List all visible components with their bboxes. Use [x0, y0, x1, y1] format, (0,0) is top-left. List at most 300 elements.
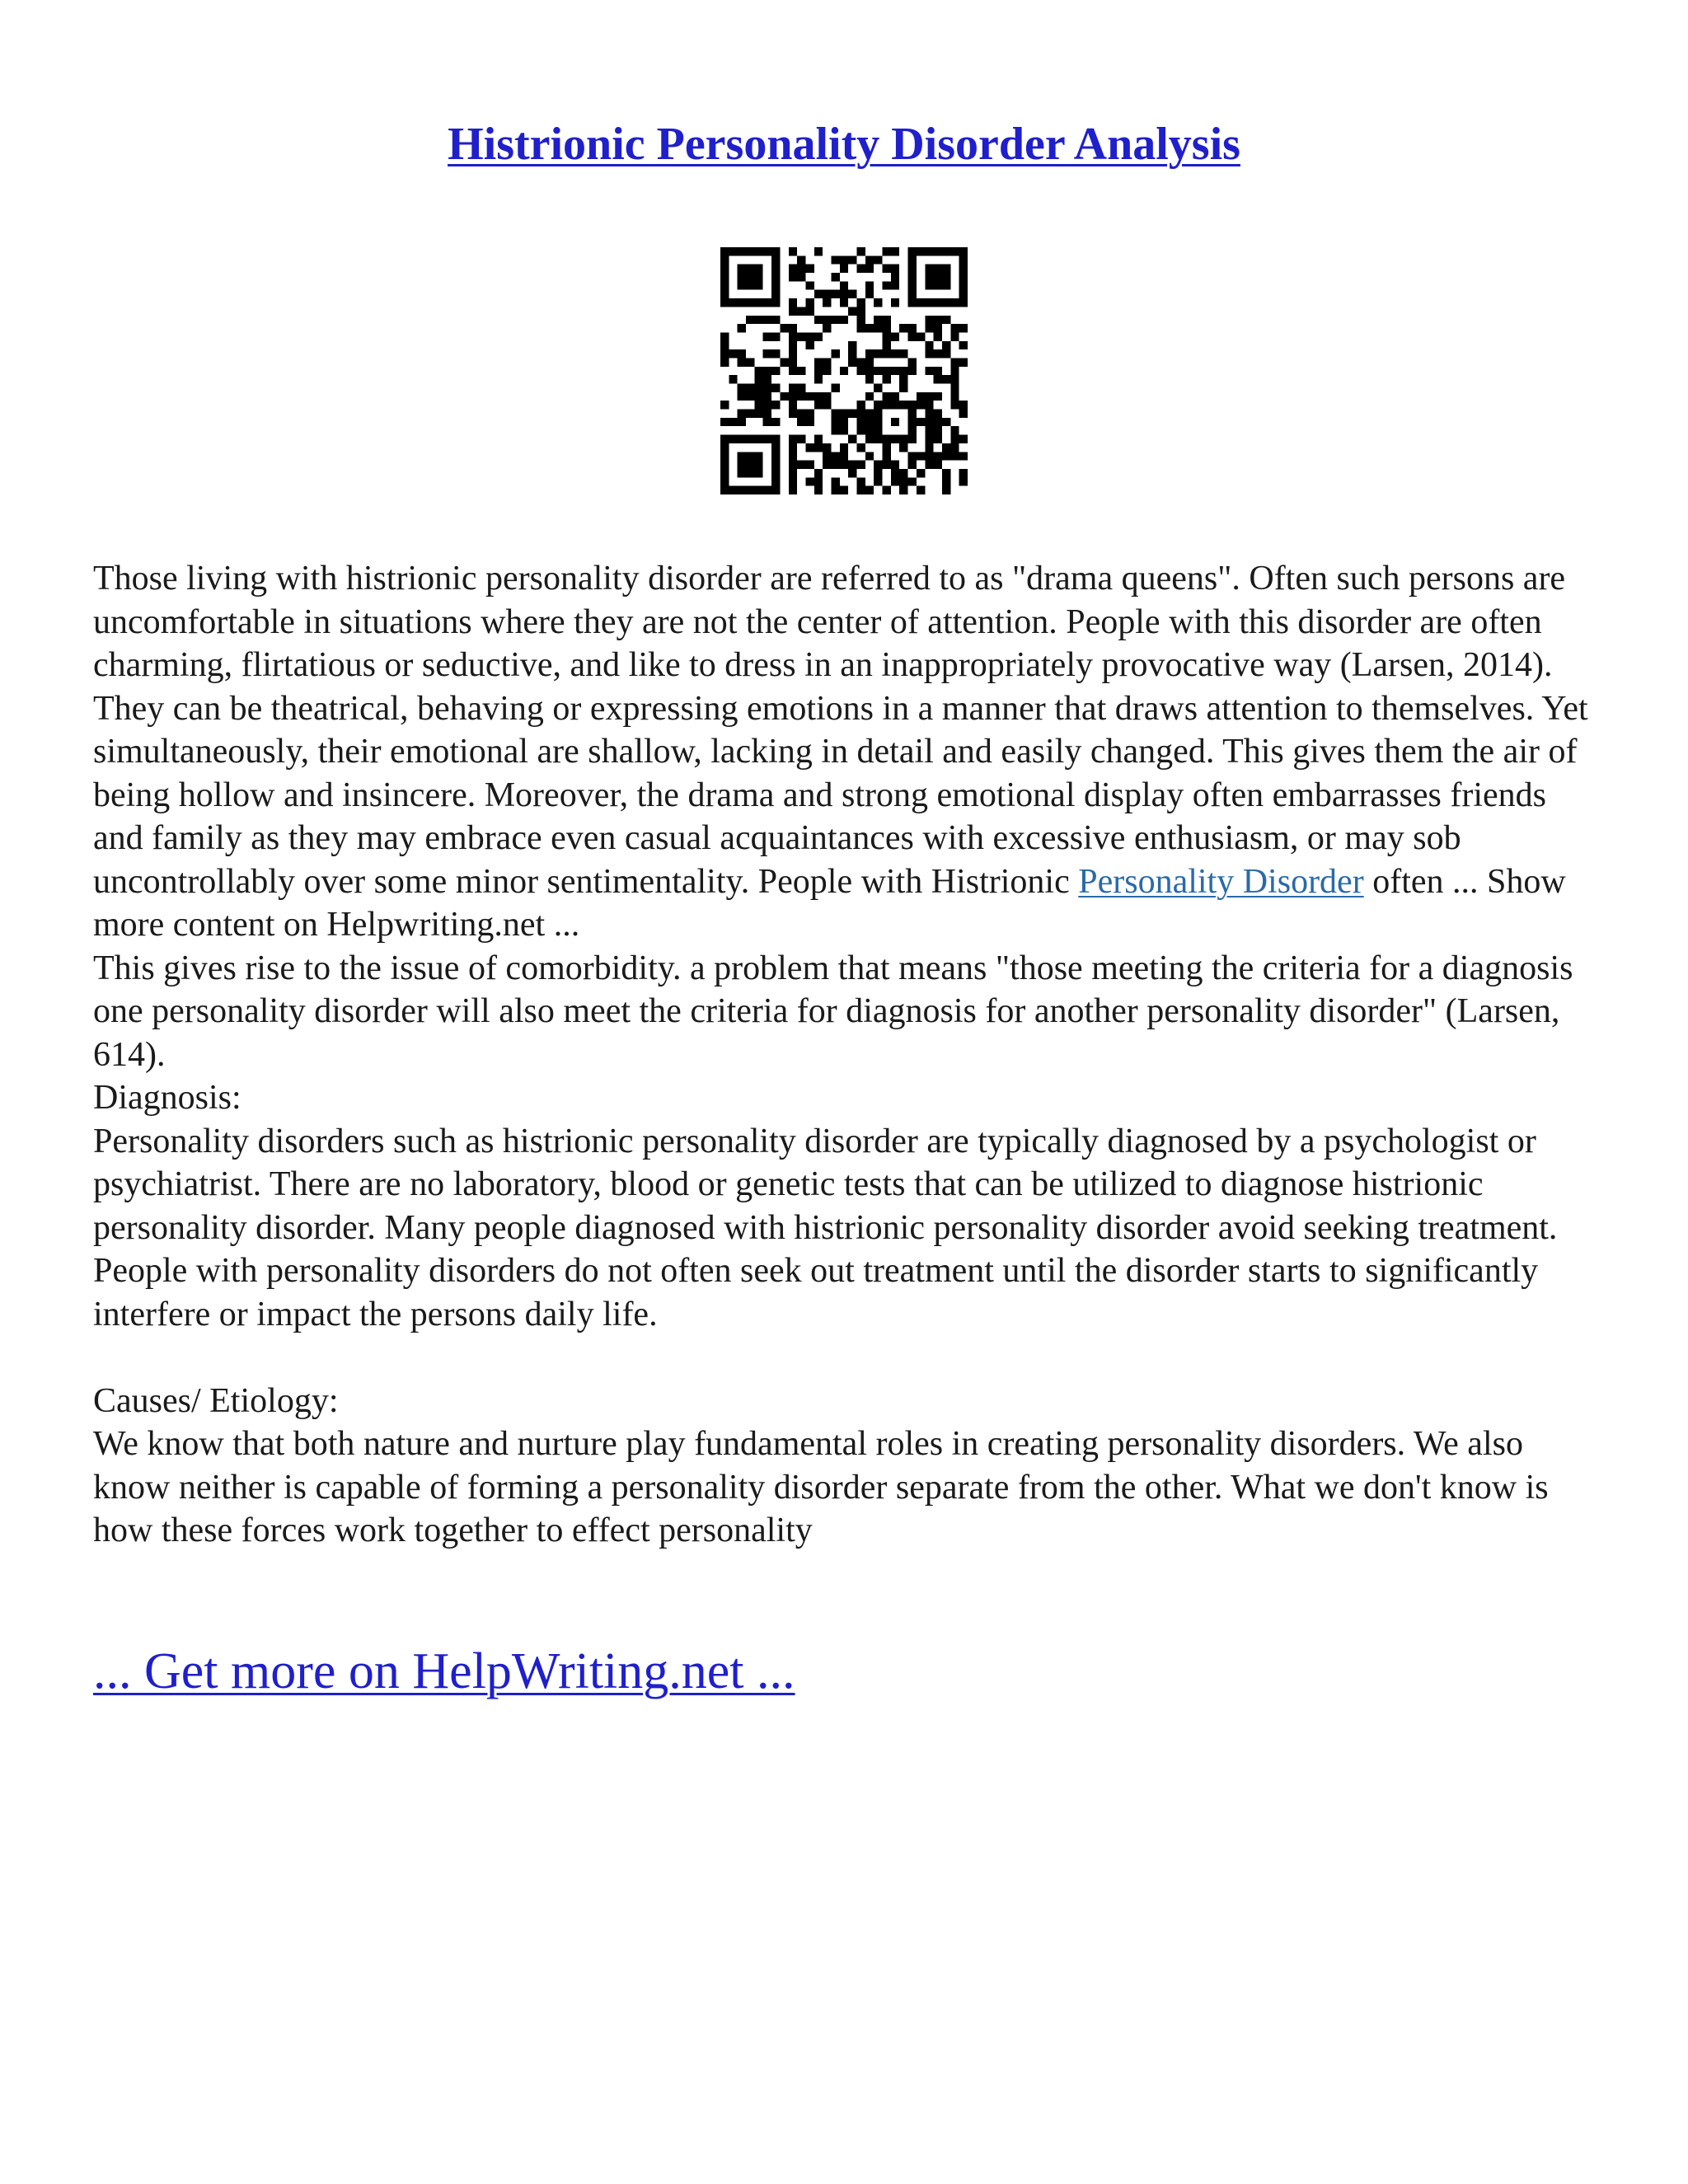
qr-module [934, 410, 942, 418]
qr-module [891, 418, 899, 426]
qr-module [891, 265, 899, 273]
qr-module [883, 349, 891, 358]
qr-module [899, 469, 907, 477]
comorbidity-paragraph: This gives rise to the issue of comorbidity. a problem that means "those meeting the criteria for a diagnosis one personality disorder will also meet the criteria for diagnosis for another personality disorder" (Larsen, 614). [93, 949, 1573, 1074]
qr-module [780, 324, 788, 332]
qr-module [814, 332, 823, 340]
document-title [0, 115, 1688, 173]
qr-module [729, 486, 737, 494]
qr-module [746, 410, 754, 418]
qr-module [720, 255, 729, 264]
qr-module [874, 426, 882, 434]
qr-module [950, 298, 959, 307]
qr-module [857, 477, 865, 485]
qr-module [789, 358, 797, 366]
qr-module [874, 410, 882, 418]
qr-module [848, 290, 856, 298]
qr-module [771, 477, 780, 485]
qr-module [959, 281, 968, 289]
qr-module [754, 281, 762, 289]
qr-module [814, 443, 823, 452]
qr-module [959, 341, 968, 349]
qr-module [908, 273, 917, 281]
qr-module [754, 298, 762, 307]
qr-module [925, 410, 933, 418]
qr-module [891, 392, 899, 401]
qr-module [797, 418, 805, 426]
qr-module [789, 469, 797, 477]
qr-module [865, 255, 874, 264]
qr-module [831, 418, 839, 426]
qr-module [883, 435, 891, 443]
qr-module [942, 273, 950, 281]
qr-module [805, 341, 814, 349]
qr-module [942, 281, 950, 289]
qr-module [908, 298, 917, 307]
qr-module [908, 290, 917, 298]
qr-module [959, 410, 968, 418]
qr-module [925, 324, 933, 332]
qr-module [848, 349, 856, 358]
qr-module [814, 392, 823, 401]
qr-module [763, 298, 771, 307]
qr-module [942, 247, 950, 255]
qr-module [814, 435, 823, 443]
qr-module [789, 273, 797, 281]
qr-module [891, 469, 899, 477]
qr-module [738, 461, 746, 469]
qr-module [738, 469, 746, 477]
qr-module [934, 273, 942, 281]
qr-module [831, 461, 839, 469]
qr-module [789, 384, 797, 392]
qr-module [789, 247, 797, 255]
qr-module [789, 349, 797, 358]
diagnosis-paragraph: Personality disorders such as histrionic personality disorder are typically diagnosed by a psychologist or psychiatrist. There are no laboratory, blood or genetic tests that can be utilized to diagnose histrionic personality disorder. Many people diagnosed with histrionic personality disorder avoid seeking treatment. People with personality disorders do not often seek out treatment until the disorder starts to significantly interfere or impact the persons daily life. [93, 1122, 1558, 1333]
qr-module [950, 384, 959, 392]
qr-module [857, 486, 865, 494]
qr-module [899, 375, 907, 383]
qr-module [942, 316, 950, 324]
qr-module [720, 273, 729, 281]
qr-module [865, 290, 874, 298]
qr-module [754, 367, 762, 375]
qr-module [823, 298, 831, 307]
qr-module [865, 452, 874, 460]
qr-module [805, 392, 814, 401]
qr-module [908, 367, 917, 375]
qr-module [891, 401, 899, 409]
qr-module [738, 324, 746, 332]
qr-module [959, 324, 968, 332]
qr-module [746, 273, 754, 281]
qr-module [789, 452, 797, 460]
qr-module [883, 324, 891, 332]
qr-module [789, 477, 797, 485]
qr-module [908, 418, 917, 426]
qr-module [746, 298, 754, 307]
qr-module [771, 486, 780, 494]
qr-module [738, 384, 746, 392]
qr-module [934, 452, 942, 460]
qr-module [942, 452, 950, 460]
qr-module [865, 435, 874, 443]
qr-module [746, 384, 754, 392]
qr-module [908, 401, 917, 409]
qr-module [848, 358, 856, 366]
qr-module [771, 281, 780, 289]
qr-module [720, 461, 729, 469]
qr-module [899, 443, 907, 452]
qr-module [771, 384, 780, 392]
qr-module [797, 265, 805, 273]
qr-module [942, 349, 950, 358]
qr-module [874, 367, 882, 375]
qr-module [840, 298, 848, 307]
qr-module [950, 443, 959, 452]
qr-module [950, 375, 959, 383]
qr-module [754, 469, 762, 477]
qr-module [934, 298, 942, 307]
qr-module [814, 316, 823, 324]
qr-module [823, 401, 831, 409]
qr-module [840, 367, 848, 375]
qr-module [925, 418, 933, 426]
qr-module [934, 367, 942, 375]
qr-module [729, 375, 737, 383]
qr-module [738, 486, 746, 494]
qr-module [814, 401, 823, 409]
qr-module [883, 452, 891, 460]
intro-paragraph [93, 557, 1601, 947]
qr-module [771, 349, 780, 358]
qr-module [857, 443, 865, 452]
qr-module [823, 392, 831, 401]
get-more-paragraph [93, 1640, 795, 1703]
qr-module [899, 435, 907, 443]
qr-module [899, 349, 907, 358]
qr-module [823, 290, 831, 298]
qr-module [771, 265, 780, 273]
qr-module [959, 273, 968, 281]
qr-module [874, 255, 882, 264]
qr-module [789, 341, 797, 349]
qr-module [789, 461, 797, 469]
qr-module [899, 477, 907, 485]
qr-module [814, 290, 823, 298]
qr-module [925, 367, 933, 375]
qr-module [865, 367, 874, 375]
qr-module [789, 265, 797, 273]
qr-module [891, 281, 899, 289]
qr-module [738, 435, 746, 443]
qr-module [771, 332, 780, 340]
qr-module [959, 401, 968, 409]
get-more-link[interactable]: ... Get more on HelpWriting.net ... [93, 1643, 795, 1699]
qr-module [883, 401, 891, 409]
qr-module [950, 392, 959, 401]
qr-module [925, 298, 933, 307]
qr-module [899, 384, 907, 392]
qr-module [874, 384, 882, 392]
qr-module [874, 435, 882, 443]
qr-module [950, 401, 959, 409]
qr-module [763, 435, 771, 443]
qr-module [848, 307, 856, 315]
qr-module [891, 477, 899, 485]
qr-module [754, 392, 762, 401]
qr-module [746, 461, 754, 469]
qr-module [831, 384, 839, 392]
qr-module [746, 316, 754, 324]
qr-module [754, 273, 762, 281]
qr-module [934, 316, 942, 324]
qr-module [805, 298, 814, 307]
qr-module [950, 367, 959, 375]
qr-module [831, 486, 839, 494]
qr-module [720, 349, 729, 358]
qr-module [959, 469, 968, 477]
qr-module [934, 435, 942, 443]
qr-module [789, 307, 797, 315]
qr-module [754, 384, 762, 392]
qr-module [746, 281, 754, 289]
qr-module [738, 410, 746, 418]
qr-module [797, 384, 805, 392]
qr-module [797, 435, 805, 443]
qr-module [917, 401, 925, 409]
intro-text: Those living with histrionic personality disorder are referred to as "drama queens". Often such persons are uncomfortable in situations where they are not the center of attention. People with this disorder are often charming, flirtatious or seductive, and like to dress in an inappropriately provocative way (Larsen, 2014). They can be theatrical, behaving or expressing emotions in a manner that draws attention to themselves. Yet simultaneously, their emotional are shallow, lacking in detail and easily changed. This gives them the air of being hollow and insincere. Moreover, the drama and strong emotional display often embarrasses friends and family as they may embrace even casual acquaintances with excessive enthusiasm, or may sob uncontrollably over some minor sentimentality. People with Histrionic [93, 560, 1588, 901]
qr-module [865, 324, 874, 332]
qr-module [865, 281, 874, 289]
qr-module [771, 298, 780, 307]
qr-module [925, 443, 933, 452]
qr-module [857, 316, 865, 324]
qr-module [891, 247, 899, 255]
qr-module [754, 265, 762, 273]
qr-module [899, 486, 907, 494]
qr-module [840, 443, 848, 452]
qr-module [823, 461, 831, 469]
qr-module [720, 443, 729, 452]
qr-module [729, 435, 737, 443]
qr-module [942, 443, 950, 452]
causes-paragraph: We know that both nature and nurture play fundamental roles in creating personality disorders. We also know neither is capable of forming a personality disorder separate from the other. What we don't know is how these forces work together to effect personality [93, 1425, 1549, 1549]
qr-module [797, 367, 805, 375]
qr-module [950, 452, 959, 460]
qr-module [780, 392, 788, 401]
qr-module [763, 384, 771, 392]
qr-module [883, 281, 891, 289]
qr-module [789, 367, 797, 375]
qr-module [891, 298, 899, 307]
qr-module [754, 316, 762, 324]
qr-module [883, 486, 891, 494]
qr-module [917, 469, 925, 477]
qr-module [908, 452, 917, 460]
qr-module [908, 461, 917, 469]
article-body [93, 557, 1601, 1553]
qr-module [925, 401, 933, 409]
qr-module [831, 410, 839, 418]
qr-module [917, 418, 925, 426]
qr-module [771, 443, 780, 452]
qr-module [840, 410, 848, 418]
qr-module [720, 469, 729, 477]
qr-module [789, 435, 797, 443]
qr-module [720, 341, 729, 349]
qr-module [865, 486, 874, 494]
qr-module [959, 255, 968, 264]
qr-module [848, 461, 856, 469]
qr-module [925, 273, 933, 281]
qr-module [797, 255, 805, 264]
qr-module [925, 435, 933, 443]
qr-module [891, 273, 899, 281]
qr-module [848, 341, 856, 349]
qr-module [789, 324, 797, 332]
qr-module [805, 307, 814, 315]
qr-module [805, 332, 814, 340]
qr-module [754, 452, 762, 460]
qr-module [925, 341, 933, 349]
title-link[interactable]: Histrionic Personality Disorder Analysis [448, 119, 1240, 170]
qr-module [754, 247, 762, 255]
qr-module [823, 443, 831, 452]
qr-module [891, 367, 899, 375]
qr-module [942, 469, 950, 477]
qr-module [720, 401, 729, 409]
qr-module [925, 281, 933, 289]
qr-module [934, 349, 942, 358]
qr-module [746, 392, 754, 401]
qr-module [840, 316, 848, 324]
qr-module [925, 265, 933, 273]
qr-module [950, 435, 959, 443]
qr-module [763, 392, 771, 401]
qr-module [840, 265, 848, 273]
qr-module [917, 332, 925, 340]
qr-module [754, 375, 762, 383]
qr-module [831, 290, 839, 298]
qr-module [891, 349, 899, 358]
qr-module [942, 298, 950, 307]
qr-module [857, 410, 865, 418]
qr-module [865, 426, 874, 434]
qr-module [823, 452, 831, 460]
qr-module [917, 452, 925, 460]
qr-module [934, 461, 942, 469]
qr-module [805, 443, 814, 452]
qr-module [789, 443, 797, 452]
qr-module [746, 247, 754, 255]
qr-module [771, 367, 780, 375]
qr-module [883, 443, 891, 452]
qr-module [917, 486, 925, 494]
qr-module [857, 358, 865, 366]
qr-module [908, 332, 917, 340]
qr-module [805, 461, 814, 469]
qr-module [840, 418, 848, 426]
qr-module [959, 298, 968, 307]
qr-module [942, 341, 950, 349]
qr-module [917, 247, 925, 255]
qr-module [959, 265, 968, 273]
qr-module [831, 255, 839, 264]
qr-module [899, 367, 907, 375]
qr-code-icon [720, 247, 968, 494]
qr-module [738, 247, 746, 255]
qr-module [738, 358, 746, 366]
qr-module [908, 265, 917, 273]
qr-module [738, 281, 746, 289]
qr-module [763, 367, 771, 375]
qr-module [789, 401, 797, 409]
qr-module [720, 486, 729, 494]
qr-module [840, 452, 848, 460]
qr-module [814, 358, 823, 366]
qr-module [925, 247, 933, 255]
qr-module [720, 281, 729, 289]
qr-module [746, 435, 754, 443]
qr-module [823, 316, 831, 324]
qr-module [720, 290, 729, 298]
causes-heading: Causes/ Etiology: [93, 1381, 339, 1420]
qr-module [950, 324, 959, 332]
qr-module [857, 418, 865, 426]
qr-module [874, 461, 882, 469]
qr-module [874, 401, 882, 409]
qr-module [899, 324, 907, 332]
qr-module [789, 410, 797, 418]
qr-module [959, 247, 968, 255]
qr-module [883, 265, 891, 273]
qr-module [771, 435, 780, 443]
qr-module [934, 375, 942, 383]
qr-module [942, 265, 950, 273]
qr-module [797, 307, 805, 315]
qr-module [908, 358, 917, 366]
qr-module [763, 486, 771, 494]
qr-module [865, 392, 874, 401]
qr-module [729, 247, 737, 255]
qr-module [959, 290, 968, 298]
qr-module [874, 418, 882, 426]
qr-module [865, 349, 874, 358]
qr-module [908, 426, 917, 434]
qr-module [831, 452, 839, 460]
qr-module [883, 375, 891, 383]
qr-module [771, 418, 780, 426]
qr-module [883, 392, 891, 401]
qr-module [857, 247, 865, 255]
personality-disorder-link[interactable]: Personality Disorder [1078, 862, 1364, 901]
qr-module [925, 452, 933, 460]
qr-module [763, 418, 771, 426]
qr-module [720, 477, 729, 485]
qr-module [908, 324, 917, 332]
qr-module [874, 477, 882, 485]
qr-module [805, 418, 814, 426]
qr-module [950, 358, 959, 366]
qr-module [738, 452, 746, 460]
qr-module [857, 324, 865, 332]
qr-module [831, 349, 839, 358]
qr-module [908, 410, 917, 418]
qr-module [934, 247, 942, 255]
qr-module [848, 255, 856, 264]
qr-module [805, 410, 814, 418]
